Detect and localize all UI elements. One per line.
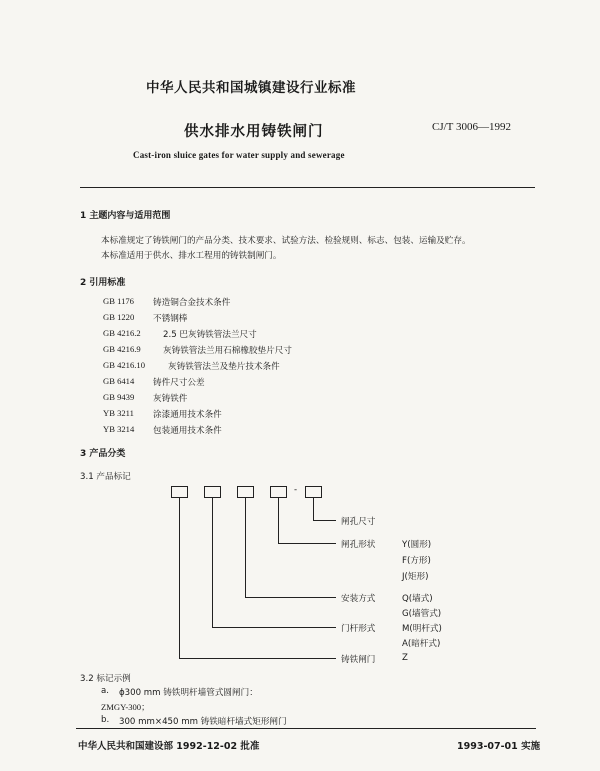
ref-title: 涂漆通用技术条件: [153, 410, 222, 420]
code-round: Y(圆形): [402, 540, 432, 550]
code-wall: Q(墙式): [402, 594, 433, 604]
ref-code: YB 3211: [103, 408, 134, 418]
mark-box-shape: [270, 486, 287, 498]
ref-code: GB 4216.9: [103, 344, 141, 354]
leader-line: [212, 627, 336, 628]
leader-line: [278, 543, 336, 544]
code-rectangle: J(矩形): [402, 572, 429, 582]
ref-code: GB 6414: [103, 376, 135, 386]
leader-line: [245, 498, 246, 598]
code-non-rising-stem: A(暗杆式): [402, 639, 441, 649]
ref-code: GB 9439: [103, 392, 135, 402]
footer-divider: [76, 728, 536, 729]
leader-line: [313, 498, 314, 521]
code-square: F(方形): [402, 556, 431, 566]
mark-separator: -: [294, 485, 298, 495]
ref-code: GB 1220: [103, 312, 135, 322]
example-a-marker: a.: [101, 686, 109, 696]
label-stem-type: 门杆形式: [341, 624, 376, 634]
mark-box-size: [305, 486, 322, 498]
ref-code: GB 4216.2: [103, 328, 141, 338]
ref-code: GB 1176: [103, 296, 134, 306]
section-3-1-heading: 3.1 产品标记: [80, 472, 131, 482]
mark-box-install: [237, 486, 254, 498]
section-1-paragraph-1: 本标准规定了铸铁闸门的产品分类、技术要求、试验方法、检验规则、标志、包装、运输及贮存。: [101, 236, 471, 246]
label-hole-shape: 闸孔形状: [341, 540, 376, 550]
section-2-heading: 2 引用标准: [80, 278, 126, 288]
leader-line: [245, 597, 336, 598]
header-divider: [80, 187, 535, 188]
ref-title: 不锈钢棒: [153, 314, 188, 324]
ref-code: YB 3214: [103, 424, 135, 434]
effective-date: 1993-07-01 实施: [457, 741, 541, 752]
issuing-body: 中华人民共和国城镇建设行业标准: [146, 80, 356, 96]
label-install-method: 安装方式: [341, 594, 376, 604]
code-wall-pipe: G(墙管式): [402, 609, 442, 619]
leader-line: [179, 498, 180, 659]
approval-note: 中华人民共和国建设部 1992-12-02 批准: [78, 741, 260, 752]
english-title: Cast-iron sluice gates for water supply and sewerage: [133, 150, 345, 160]
example-a-code: ZMGY-300；: [101, 702, 150, 712]
section-1-paragraph-2: 本标准适用于供水、排水工程用的铸铁制闸门。: [101, 251, 282, 261]
leader-line: [278, 498, 279, 544]
leader-line: [212, 498, 213, 628]
standard-code: CJ/T 3006—1992: [432, 121, 511, 133]
ref-title: 铸造铜合金技术条件: [153, 298, 231, 308]
section-1-heading: 1 主题内容与适用范围: [80, 211, 171, 221]
ref-title: 灰铸铁件: [153, 394, 188, 404]
ref-code: GB 4216.10: [103, 360, 146, 370]
example-b-text: 300 mm×450 mm 铸铁暗杆墙式矩形闸门: [119, 717, 287, 727]
code-cast-iron: Z: [402, 653, 408, 663]
leader-line: [313, 520, 336, 521]
section-3-heading: 3 产品分类: [80, 449, 126, 459]
leader-line: [179, 658, 336, 659]
label-cast-iron-gate: 铸铁闸门: [341, 655, 376, 665]
ref-title: 包装通用技术条件: [153, 426, 222, 436]
mark-box-stem: [204, 486, 221, 498]
ref-title: 灰铸铁管法兰及垫片技术条件: [168, 362, 280, 372]
mark-box-gate: [171, 486, 188, 498]
section-3-2-heading: 3.2 标记示例: [80, 674, 131, 684]
ref-title: 灰铸铁管法兰用石棉橡胶垫片尺寸: [163, 346, 292, 356]
example-a-text: ϕ300 mm 铸铁明杆墙管式圆闸门：: [119, 688, 258, 698]
label-hole-size: 闸孔尺寸: [341, 517, 376, 527]
ref-title: 铸件尺寸公差: [153, 378, 205, 388]
ref-title: 2.5 巴灰铸铁管法兰尺寸: [163, 330, 257, 340]
code-rising-stem: M(明杆式): [402, 624, 442, 634]
standard-title: 供水排水用铸铁闸门: [184, 124, 324, 140]
example-b-marker: b.: [101, 715, 110, 725]
